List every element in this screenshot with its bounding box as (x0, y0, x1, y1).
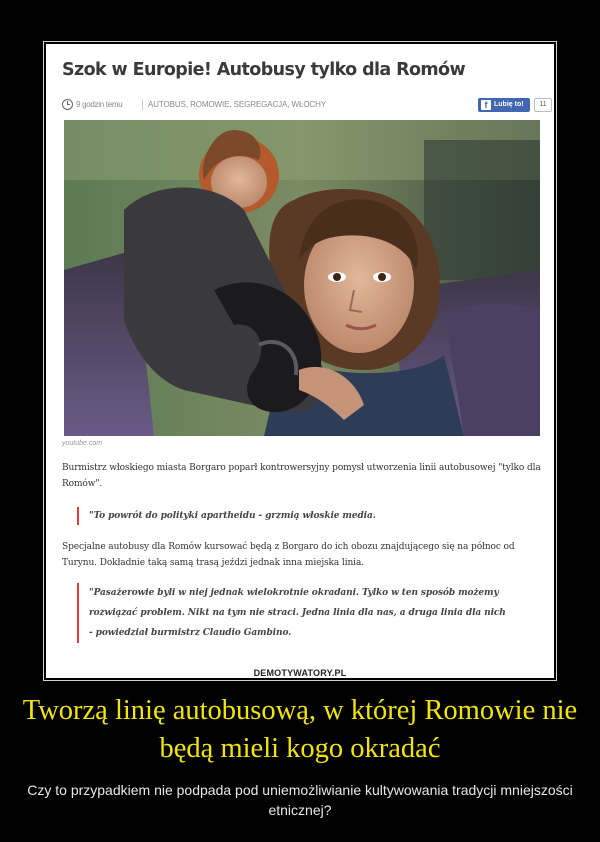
article-quote: "Pasażerowie byli w niej jednak wielokrotnie okradani. Tylko w ten sposób możemy rozwiązać problem. Nikt na tym nie straci. Jedna linia dla nas, a druga linia dla nich - powiedział burmistrz Claudio Gambino. (77, 583, 509, 643)
article-headline[interactable]: Szok w Europie! Autobusy tylko dla Romów (62, 60, 466, 80)
clock-icon (62, 99, 73, 110)
site-watermark: DEMOTYWATORY.PL (253, 668, 347, 678)
article-time: 9 godzin temu (76, 100, 123, 109)
meta-divider (142, 99, 143, 110)
facebook-like-label: Lubię to! (494, 101, 524, 108)
article-paragraph: Burmistrz włoskiego miasta Borgaro poparł kontrowersyjny pomysł utworzenia linii autobusowej "tylko dla Romów". (62, 463, 541, 489)
article-meta (62, 98, 547, 114)
article-quote: "To powrót do polityki apartheidu - grzmią włoskie media. (77, 507, 509, 525)
facebook-like-count: 11 (534, 98, 552, 112)
article-photo[interactable] (64, 120, 540, 436)
photo-illustration (64, 120, 540, 436)
poster-subtitle: Czy to przypadkiem nie podpada pod uniemożliwianie kultywowania tradycji mniejszości etnicznej? (27, 782, 573, 818)
article-screenshot (46, 44, 554, 678)
article-paragraph: Specjalne autobusy dla Romów kursować będą z Borgaro do ich obozu znajdującego się na północ od Turynu. Dokładnie taką samą trasą jeździ jednak inna miejska linia. (62, 542, 515, 568)
poster-title: Tworzą linię autobusową, w której Romowie nie będą mieli kogo okradać (22, 695, 578, 764)
facebook-like-button[interactable] (478, 98, 530, 112)
facebook-icon: f (481, 100, 491, 110)
article-tags[interactable]: AUTOBUS, ROMOWIE, SEGREGACJA, WŁOCHY (148, 100, 327, 109)
photo-credit: youtube.com (62, 440, 103, 447)
